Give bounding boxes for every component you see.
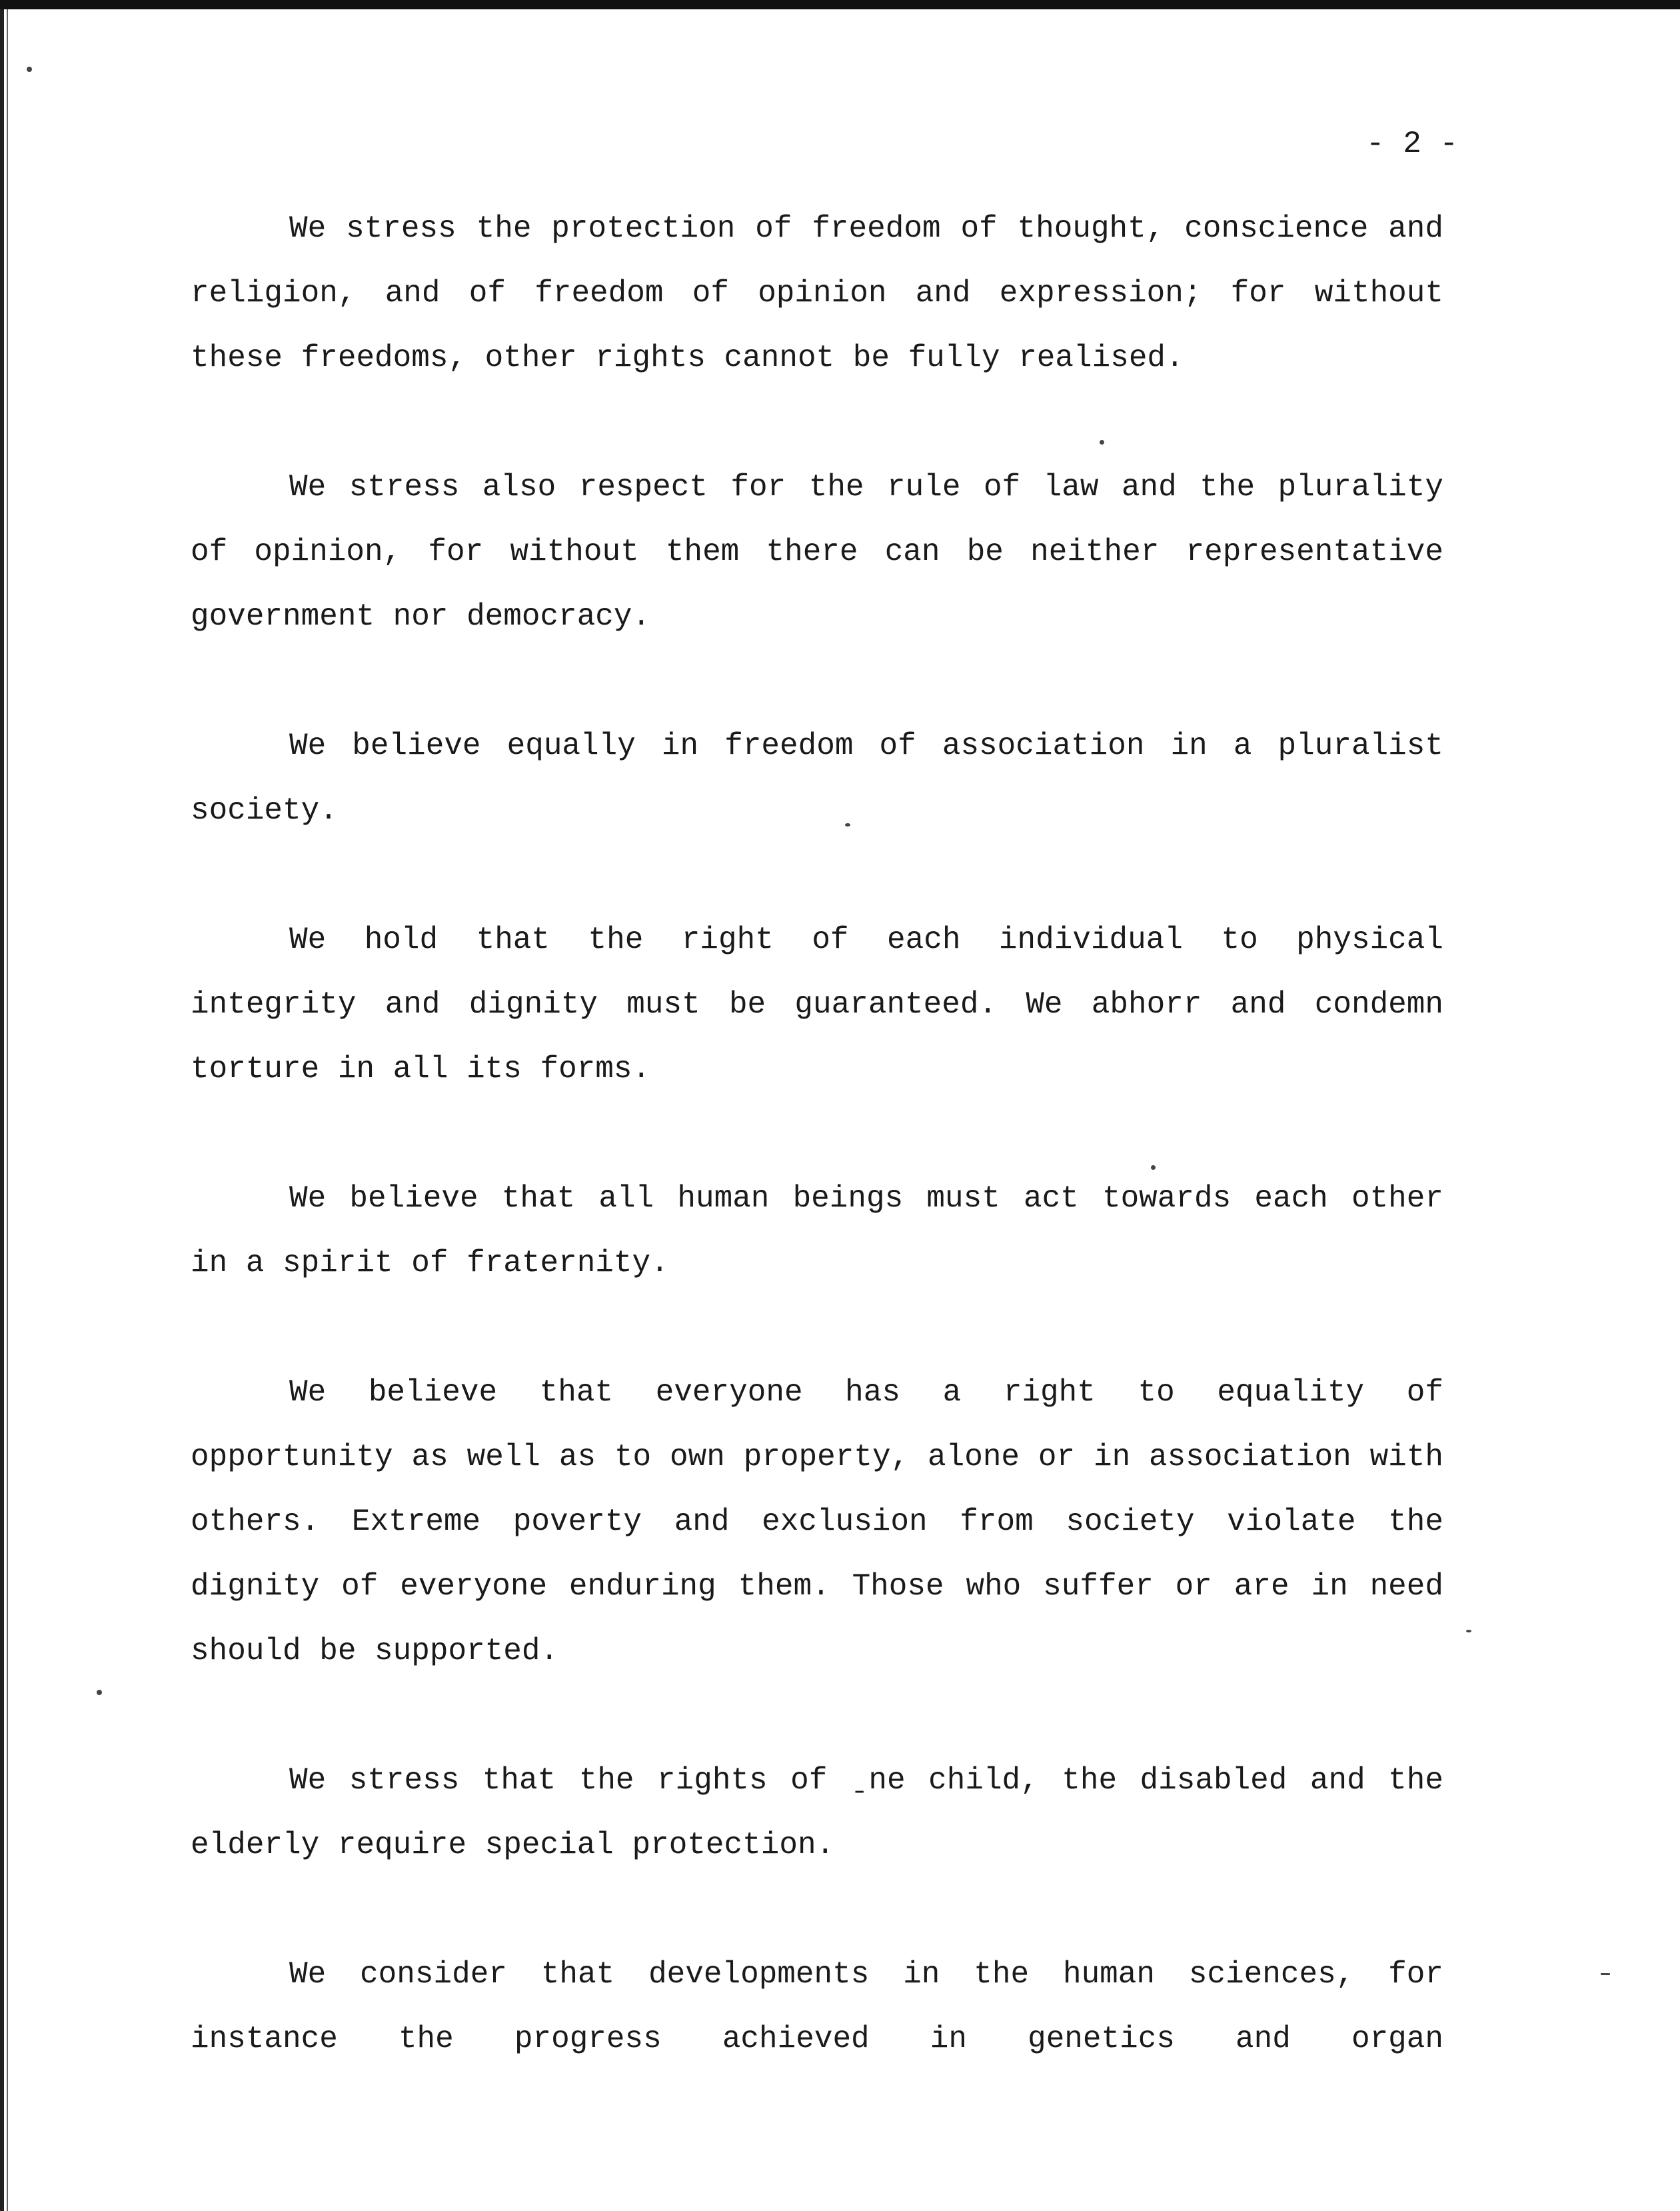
scan-speck [27,67,32,72]
paragraph: We believe equally in freedom of association in a pluralist society. [191,729,1443,828]
scan-speck [845,823,850,827]
page-number: - 2 - [1366,127,1459,161]
paragraph: We consider that developments in the human sciences, for instance the progress achieved in genetics and organ [191,1957,1443,2056]
scan-top-border [0,0,1680,9]
document-body [191,197,1443,2136]
paragraph: We stress also respect for the rule of law and the plurality of opinion, for without them there can be neither representative government nor democracy. [191,470,1443,634]
paragraph: We stress the protection of freedom of thought, conscience and religion, and of freedom of opinion and expression; for without these freedoms, other rights cannot be fully realised. [191,211,1443,375]
scan-speck [1466,1630,1471,1632]
paragraph: We hold that the right of each individual to physical integrity and dignity must be guaranteed. We abhorr and condemn torture in all its forms. [191,923,1443,1087]
paragraph: We believe that all human beings must act towards each other in a spirit of fraternity. [191,1181,1443,1280]
scan-speck [97,1690,102,1695]
scan-speck [1100,440,1104,445]
scan-speck [1601,1973,1610,1975]
scan-speck [1151,1165,1156,1170]
paragraph: We believe that everyone has a right to equality of opportunity as well as to own property, alone or in association with others. Extreme poverty and exclusion from society violate the dignity of everyone enduring them. Those who suffer or are in need should be supported. [191,1375,1443,1668]
scan-left-border-line [7,9,8,2211]
scan-left-border [0,9,4,2211]
paragraph: We stress that the rights of ˍne child, the disabled and the elderly require special protection. [191,1763,1443,1862]
